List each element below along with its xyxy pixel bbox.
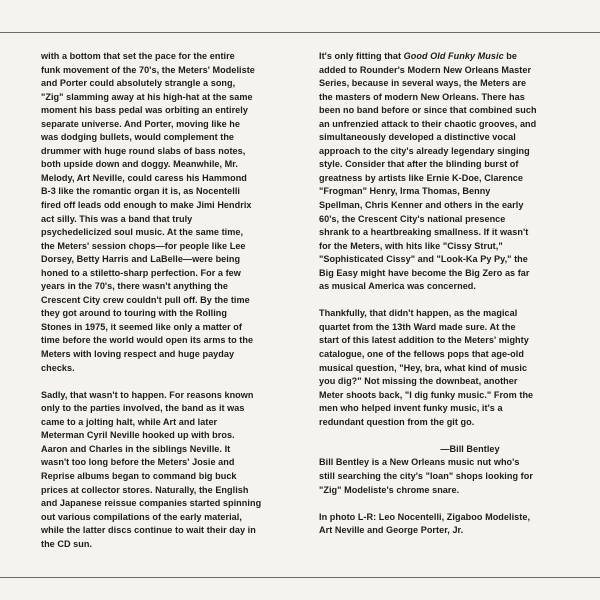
paragraph-rest: be added to Rounder's Modern New Orleans Master Series, because in several ways, the Meters are the masters of modern New Orleans. There has been no band before or since that combined such an unfrenzied attack to their chaotic grooves, and simultaneously developed a distinctive vocal approach to the city's already legendary singing style. Consider that after the blinding burst of greatness by artists like Ernie K-Doe, Clarence "Frogman" Henry, Irma Thomas, Benny Spellman, Chris Kenner and others in the early 60's, the Crescent City's national presence shrank to a heartbreaking smallness. If it wasn't for the Meters, with hits like "Cissy Strut," "Sophisticated Cissy" and "Look-Ka Py Py," the Big Easy might have become the Big Zero as far as musical America was concerned. bbox=[319, 51, 537, 292]
left-paragraph-2: Sadly, that wasn't to happen. For reasons known only to the parties involved, the band as it was came to a jolting halt, while Art and later Meterman Cyril Neville hooked up with bros. Aaron and Charles in the siblings Neville. It wasn't too long before the Meters' Josie and Reprise albums began to command big buck prices at collector stores. Naturally, the English and Japanese reissue companies started spinning out various compilations of the early material, while the latter discs continue to wait their day in the CD sun. bbox=[41, 389, 262, 549]
album-title: Good Old Funky Music bbox=[403, 51, 504, 61]
bottom-rule bbox=[0, 577, 600, 578]
photo-caption: In photo L-R: Leo Nocentelli, Zigaboo Modeliste, Art Neville and George Porter, Jr. bbox=[319, 511, 531, 536]
top-rule bbox=[0, 32, 600, 33]
left-column bbox=[41, 50, 299, 551]
paragraph-lead: It's only fitting that bbox=[319, 51, 404, 61]
right-column bbox=[319, 50, 581, 538]
author-bio: Bill Bentley is a New Orleans music nut who's still searching the city's "loan" shops looking for "Zig" Modeliste's chrome snare. bbox=[319, 457, 533, 495]
right-paragraph-1 bbox=[319, 50, 581, 294]
left-paragraph-1: with a bottom that set the pace for the entire funk movement of the 70's, the Meters' Modeliste and Porter could absolutely strangle a song, "Zig" slamming away at his high-hat at the same moment his bass pedal was orbiting an entirely separate universe. And Porter, moving like he was dodging bullets, would complement the drummer with huge round slabs of bass notes, both upside down and doggy. Meanwhile, Mr. Melody, Art Neville, could caress his Hammond B-3 like the romantic organ it is, as Nocentelli fired off leads odd enough to make Jimi Hendrix act silly. This was a band that truly psychedelicized soul music. At the same time, the Meters' session chops—for people like Lee Dorsey, Betty Harris and LaBelle—were being honed to a stiletto-sharp perfection. For a few years in the 70's, there wasn't anything the Crescent City crew couldn't pull off. By the time they got around to touring with the Rolling Stones in 1975, it seemed like only a matter of time before the world would open its arms to the Meters with loving respect and huge payday checks. bbox=[41, 51, 255, 373]
author-signature: —Bill Bentley bbox=[440, 443, 500, 454]
right-paragraph-2: Thankfully, that didn't happen, as the magical quartet from the 13th Ward made sure. At the start of this latest addition to the Meters' mighty catalogue, one of the fellows pops that age-old musical question, "Hey, bra, what kind of music you dig?" Not missing the downbeat, another Meter shoots back, "I dig funky music." From the men who helped invent funky music, it's a redundant question from the git go. bbox=[319, 308, 534, 427]
